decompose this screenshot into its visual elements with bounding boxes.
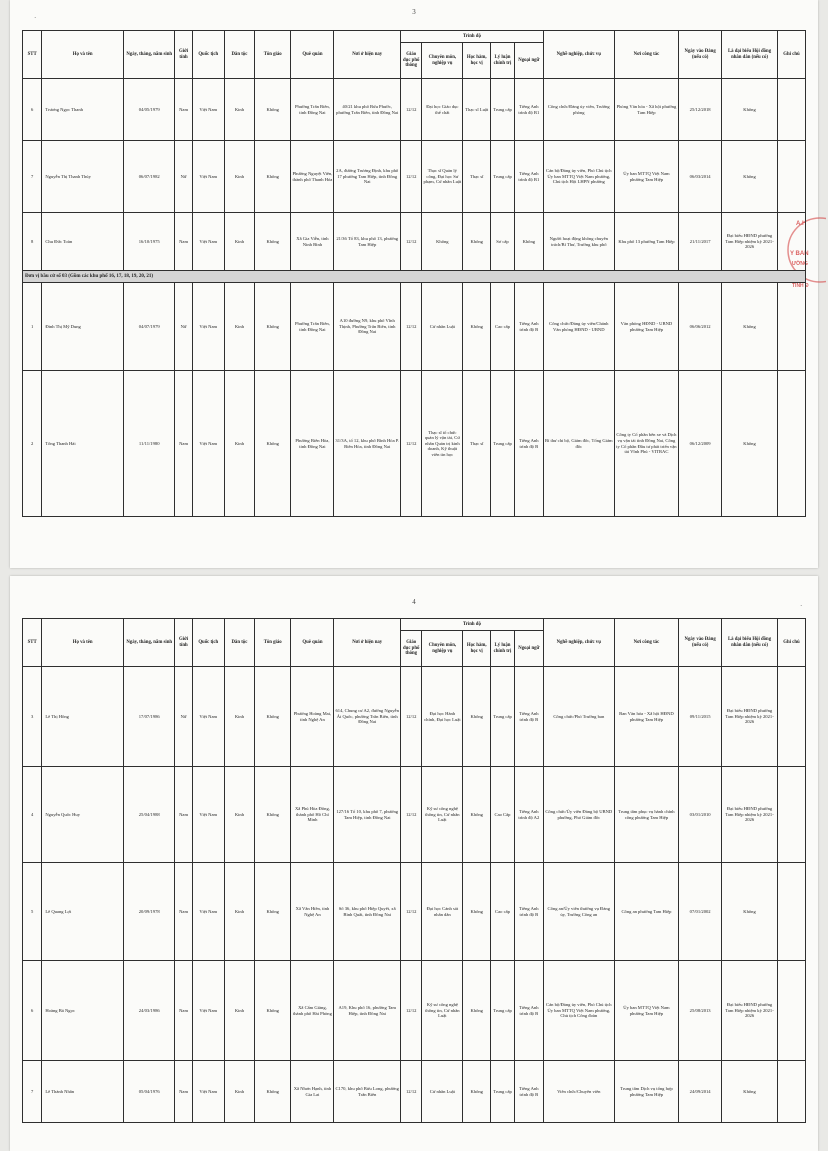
cell-name: Tống Thanh Hải <box>42 371 124 517</box>
svg-text:TỈNH Đ: TỈNH Đ <box>792 283 809 289</box>
cell-occupation: Người hoạt động không chuyên trách/Bí Thư, Trưởng khu phố <box>543 213 614 271</box>
cell-edu: 12/12 <box>400 79 421 141</box>
table-row <box>23 667 806 767</box>
page-number: 4 <box>412 598 416 606</box>
cell-occupation: Công chức/Ủy viên Đảng bộ UBND phường, Phó Giám đốc <box>543 767 614 863</box>
cell-politics: Cao cấp <box>491 863 515 961</box>
cell-council: Không <box>722 863 778 961</box>
cell-religion: Không <box>254 1061 291 1123</box>
cell-degree: Thạc sĩ Luật <box>463 79 491 141</box>
cell-residence: 31/3A, tổ 12, khu phố Bình Hòa P. Biên Hòa, tỉnh Đồng Nai <box>334 371 401 517</box>
cell-hometown: Phường Biên Hòa, tỉnh Đồng Nai <box>291 371 334 517</box>
cell-major: Thạc sĩ Quản lý công, Đại học Sư phạm, Cử nhân Luật <box>422 141 463 213</box>
header-dob: Ngày, tháng, năm sinh <box>123 31 175 79</box>
cell-note <box>777 79 805 141</box>
cell-stt: 7 <box>23 141 42 213</box>
cell-major: Kỹ sư công nghệ thông tin, Cử nhân Luật <box>422 961 463 1061</box>
table-body <box>23 667 806 1123</box>
candidate-table <box>22 30 806 517</box>
header-dob: Ngày, tháng, năm sinh <box>123 619 175 667</box>
header-workplace: Nơi công tác <box>614 31 678 79</box>
cell-ethnicity: Kinh <box>224 141 254 213</box>
cell-council: Không <box>722 141 778 213</box>
cell-hometown: Xã Nhơn Hạnh, tỉnh Gia Lai <box>291 1061 334 1123</box>
cell-name: Lê Thành Nhân <box>42 1061 124 1123</box>
cell-gender: Nam <box>175 1061 192 1123</box>
header-major: Chuyên môn, nghiệp vụ <box>422 43 463 79</box>
cell-degree: Thạc sĩ <box>463 141 491 213</box>
cell-party-date: 06/06/2012 <box>679 283 722 371</box>
cell-degree: Thạc sĩ <box>463 371 491 517</box>
cell-party-date: 03/01/2010 <box>679 767 722 863</box>
cell-gender: Nam <box>175 767 192 863</box>
cell-dob: 05/04/1976 <box>123 1061 175 1123</box>
cell-nationality: Việt Nam <box>192 1061 224 1123</box>
header-major: Chuyên môn, nghiệp vụ <box>422 631 463 667</box>
cell-council: Không <box>722 371 778 517</box>
cell-major: Kỹ sư công nghệ thông tin, Cử nhân Luật <box>422 767 463 863</box>
cell-dob: 24/03/1986 <box>123 961 175 1061</box>
cell-gender: Nam <box>175 371 192 517</box>
cell-dob: 04/07/1979 <box>123 283 175 371</box>
header-nationality: Quốc tịch <box>192 619 224 667</box>
cell-hometown: Phường Trấn Biên, tỉnh Đồng Nai <box>291 283 334 371</box>
cell-religion: Không <box>254 371 291 517</box>
cell-stt: 1 <box>23 283 42 371</box>
cell-residence: 40/21 khu phố Bửu Phước, phường Trấn Biên, tỉnh Đồng Nai <box>334 79 401 141</box>
cell-language: Tiếng Anh trình độ B <box>514 283 543 371</box>
cell-council: Đại biểu HĐND phường Tam Hiệp nhiệm kỳ 2021-2026 <box>722 961 778 1061</box>
cell-hometown: Xã Cẩm Giàng, thành phố Hải Phòng <box>291 961 334 1061</box>
corner-mark: · <box>34 14 37 22</box>
header-degree: Học hàm, học vị <box>463 43 491 79</box>
cell-edu: 12/12 <box>400 141 421 213</box>
cell-party-date: 09/11/2015 <box>679 667 722 767</box>
cell-politics: Trung cấp <box>491 667 515 767</box>
page-number: 3 <box>412 8 416 16</box>
cell-stt: 5 <box>23 863 42 961</box>
cell-dob: 04/05/1979 <box>123 79 175 141</box>
header-gender: Giới tính <box>175 619 192 667</box>
cell-degree: Không <box>463 767 491 863</box>
cell-note <box>777 283 805 371</box>
cell-nationality: Việt Nam <box>192 371 224 517</box>
header-ethnicity: Dân tộc <box>224 31 254 79</box>
table-row <box>23 141 806 213</box>
header-stt: STT <box>23 31 42 79</box>
header-stt: STT <box>23 619 42 667</box>
cell-ethnicity: Kinh <box>224 863 254 961</box>
cell-degree: Không <box>463 213 491 271</box>
cell-workplace: Khu phố 13 phường Tam Hiệp <box>614 213 678 271</box>
cell-hometown: Xã Phú Hòa Đông, thành phố Hồ Chí Minh <box>291 767 334 863</box>
cell-workplace: Ban Văn hóa - Xã hội HĐND phường Tam Hiệp <box>614 667 678 767</box>
cell-note <box>777 213 805 271</box>
table-row <box>23 283 806 371</box>
cell-degree: Không <box>463 1061 491 1123</box>
header-residence: Nơi ở hiện nay <box>334 619 401 667</box>
cell-council: Không <box>722 79 778 141</box>
cell-council: Đại biểu HĐND phường Tam Hiệp nhiệm kỳ 2021-2026 <box>722 767 778 863</box>
cell-stt: 4 <box>23 767 42 863</box>
cell-residence: C170, khu phố Bửu Long, phường Trấn Biên <box>334 1061 401 1123</box>
cell-nationality: Việt Nam <box>192 79 224 141</box>
cell-edu: 12/12 <box>400 863 421 961</box>
cell-stt: 7 <box>23 1061 42 1123</box>
header-hometown: Quê quán <box>291 31 334 79</box>
cell-edu: 12/12 <box>400 213 421 271</box>
cell-workplace: Ủy ban MTTQ Việt Nam phường Tam Hiệp <box>614 961 678 1061</box>
cell-ethnicity: Kinh <box>224 213 254 271</box>
cell-dob: 25/04/1988 <box>123 767 175 863</box>
header-party-date: Ngày vào Đảng (nếu có) <box>679 31 722 79</box>
cell-politics: Trung cấp <box>491 1061 515 1123</box>
cell-workplace: Công an phường Tam Hiệp <box>614 863 678 961</box>
cell-residence: 2A, đường Trương Định, khu phố 17 phường Tam Hiệp, tỉnh Đồng Nai <box>334 141 401 213</box>
cell-note <box>777 371 805 517</box>
cell-workplace: Trung tâm Dịch vụ tổng hợp phường Tam Hiệp <box>614 1061 678 1123</box>
cell-council: Đại biểu HĐND phường Tam Hiệp nhiệm kỳ 2021-2026 <box>722 667 778 767</box>
cell-language: Tiếng Anh trình độ B1 <box>514 79 543 141</box>
cell-name: Đinh Thị Mỹ Dung <box>42 283 124 371</box>
header-religion: Tôn giáo <box>254 619 291 667</box>
cell-edu: 12/12 <box>400 961 421 1061</box>
cell-party-date: 24/09/2014 <box>679 1061 722 1123</box>
cell-politics: Trung cấp <box>491 961 515 1061</box>
cell-dob: 16/10/1975 <box>123 213 175 271</box>
cell-stt: 6 <box>23 961 42 1061</box>
cell-degree: Không <box>463 863 491 961</box>
cell-major: Không <box>422 213 463 271</box>
cell-religion: Không <box>254 79 291 141</box>
cell-dob: 11/11/1980 <box>123 371 175 517</box>
header-note: Ghi chú <box>777 619 805 667</box>
cell-workplace: Phòng Văn hóa - Xã hội phường Tam Hiệp <box>614 79 678 141</box>
cell-politics: Sơ cấp <box>491 213 515 271</box>
cell-politics: Cao cấp <box>491 283 515 371</box>
cell-edu: 12/12 <box>400 1061 421 1123</box>
header-trinh-do: Trình độ <box>400 619 543 631</box>
cell-ethnicity: Kinh <box>224 79 254 141</box>
cell-degree: Không <box>463 961 491 1061</box>
cell-nationality: Việt Nam <box>192 141 224 213</box>
cell-stt: 8 <box>23 213 42 271</box>
cell-gender: Nữ <box>175 283 192 371</box>
cell-note <box>777 863 805 961</box>
header-politics: Lý luận chính trị <box>491 43 515 79</box>
cell-gender: Nữ <box>175 667 192 767</box>
cell-hometown: Xã Gia Viễn, tỉnh Ninh Bình <box>291 213 334 271</box>
table-row <box>23 213 806 271</box>
cell-religion: Không <box>254 767 291 863</box>
cell-religion: Không <box>254 141 291 213</box>
header-gender: Giới tính <box>175 31 192 79</box>
header-residence: Nơi ở hiện nay <box>334 31 401 79</box>
cell-workplace: Công ty Cổ phần bến xe và Dịch vụ vận tải tỉnh Đồng Nai, Công ty Cổ phần Đầu tư phát triển vận tải Vĩnh Phú - VITRAC <box>614 371 678 517</box>
cell-major: Thạc sĩ tổ chức quản lý vận tải, Cử nhân Quản trị kinh doanh, Kỹ thuật viên tin học <box>422 371 463 517</box>
cell-gender: Nam <box>175 213 192 271</box>
cell-language: Không <box>514 213 543 271</box>
cell-party-date: 21/11/2017 <box>679 213 722 271</box>
cell-degree: Không <box>463 283 491 371</box>
header-edu: Giáo dục phổ thông <box>400 631 421 667</box>
cell-occupation: Viên chức/Chuyên viên <box>543 1061 614 1123</box>
header-language: Ngoại ngữ <box>514 631 543 667</box>
table-row <box>23 863 806 961</box>
header-occupation: Nghề nghiệp, chức vụ <box>543 31 614 79</box>
cell-degree: Không <box>463 667 491 767</box>
cell-nationality: Việt Nam <box>192 961 224 1061</box>
cell-language: Tiếng Anh trình độ B <box>514 1061 543 1123</box>
cell-name: Hoàng Bá Ngọc <box>42 961 124 1061</box>
header-politics: Lý luận chính trị <box>491 631 515 667</box>
header-degree: Học hàm, học vị <box>463 631 491 667</box>
cell-language: Tiếng Anh trình độ B <box>514 371 543 517</box>
cell-stt: 2 <box>23 371 42 517</box>
cell-workplace: Văn phòng HĐND - UBND phường Tam Hiệp <box>614 283 678 371</box>
cell-note <box>777 767 805 863</box>
cell-residence: 614, Chung cư A2, đường Nguyễn Ái Quốc, phường Trấn Biên, tỉnh Đồng Nai <box>334 667 401 767</box>
header-name: Họ và tên <box>42 619 124 667</box>
cell-gender: Nam <box>175 961 192 1061</box>
cell-gender: Nam <box>175 79 192 141</box>
header-ethnicity: Dân tộc <box>224 619 254 667</box>
cell-hometown: Xã Vân Hiền, tỉnh Nghệ An <box>291 863 334 961</box>
cell-hometown: Phường Hoàng Mai, tỉnh Nghệ An <box>291 667 334 767</box>
cell-workplace: Trung tâm phục vụ hành chính công phường Tam Hiệp <box>614 767 678 863</box>
header-council: Là đại biểu Hội đồng nhân dân (nếu có) <box>722 31 778 79</box>
cell-party-date: 07/01/2002 <box>679 863 722 961</box>
cell-religion: Không <box>254 667 291 767</box>
cell-edu: 12/12 <box>400 371 421 517</box>
cell-note <box>777 141 805 213</box>
cell-edu: 12/12 <box>400 667 421 767</box>
cell-politics: Trung cấp <box>491 79 515 141</box>
cell-stt: 6 <box>23 79 42 141</box>
cell-language: Tiếng Anh trình độ B <box>514 863 543 961</box>
cell-religion: Không <box>254 961 291 1061</box>
cell-dob: 20/09/1978 <box>123 863 175 961</box>
cell-religion: Không <box>254 863 291 961</box>
cell-party-date: 25/08/2013 <box>679 961 722 1061</box>
cell-religion: Không <box>254 283 291 371</box>
cell-politics: Trung cấp <box>491 371 515 517</box>
cell-occupation: Cán bộ/Đảng ủy viên, Phó Chủ tịch Ủy ban MTTQ Việt Nam phường, Chủ tịch Hội LHPN phường <box>543 141 614 213</box>
cell-residence: 127/16 Tổ 10, khu phố 7, phường Tam Hiệp, tỉnh Đồng Nai <box>334 767 401 863</box>
svg-text:ƯỜNG: ƯỜNG <box>792 261 808 267</box>
header-hometown: Quê quán <box>291 619 334 667</box>
cell-language: Tiếng Anh trình độ B <box>514 667 543 767</box>
cell-residence: A19, Khu phố 16, phường Tam Hiệp, tỉnh Đồng Nai <box>334 961 401 1061</box>
cell-edu: 12/12 <box>400 283 421 371</box>
cell-ethnicity: Kinh <box>224 667 254 767</box>
cell-gender: Nữ <box>175 141 192 213</box>
cell-party-date: 06/03/2014 <box>679 141 722 213</box>
header-religion: Tôn giáo <box>254 31 291 79</box>
header-workplace: Nơi công tác <box>614 619 678 667</box>
cell-major: Cử nhân Luật <box>422 1061 463 1123</box>
cell-dob: 17/07/1986 <box>123 667 175 767</box>
table-row <box>23 1061 806 1123</box>
cell-religion: Không <box>254 213 291 271</box>
cell-occupation: Công chức/Đảng ủy viên/Chánh Văn phòng HĐND - UBND <box>543 283 614 371</box>
cell-council: Không <box>722 283 778 371</box>
cell-occupation: Bí thư chi bộ, Giám đốc, Tổng Giám đốc <box>543 371 614 517</box>
cell-nationality: Việt Nam <box>192 667 224 767</box>
cell-name: Nguyễn Thị Thanh Thúy <box>42 141 124 213</box>
cell-note <box>777 667 805 767</box>
cell-ethnicity: Kinh <box>224 961 254 1061</box>
cell-ethnicity: Kinh <box>224 371 254 517</box>
table-row <box>23 961 806 1061</box>
cell-major: Cử nhân Luật <box>422 283 463 371</box>
cell-politics: Cao Cấp <box>491 767 515 863</box>
cell-council: Đại biểu HĐND phường Tam Hiệp nhiệm kỳ 2021-2026 <box>722 213 778 271</box>
cell-nationality: Việt Nam <box>192 213 224 271</box>
cell-language: Tiếng Anh trình độ A2 <box>514 767 543 863</box>
cell-workplace: Ủy ban MTTQ Việt Nam phường Tam Hiệp <box>614 141 678 213</box>
cell-nationality: Việt Nam <box>192 767 224 863</box>
document-page-3 <box>10 0 818 568</box>
cell-occupation: Công an/Ủy viên thường vụ Đảng ủy, Trưởng Công an <box>543 863 614 961</box>
header-trinh-do: Trình độ <box>400 31 543 43</box>
cell-ethnicity: Kinh <box>224 1061 254 1123</box>
cell-name: Lê Quang Lợi <box>42 863 124 961</box>
cell-nationality: Việt Nam <box>192 863 224 961</box>
cell-occupation: Công chức/Đảng ủy viên, Trưởng phòng <box>543 79 614 141</box>
svg-text:A.H: A.H <box>796 221 807 227</box>
cell-dob: 06/07/1982 <box>123 141 175 213</box>
cell-name: Chu Đức Toàn <box>42 213 124 271</box>
header-occupation: Nghề nghiệp, chức vụ <box>543 619 614 667</box>
cell-party-date: 25/12/2018 <box>679 79 722 141</box>
header-language: Ngoại ngữ <box>514 43 543 79</box>
cell-residence: A10 đường N9, khu phố Vĩnh Thịnh, Phường Trấn Biên, tỉnh Đồng Nai <box>334 283 401 371</box>
cell-major: Đại học Giáo dục thể chất <box>422 79 463 141</box>
cell-major: Đại học Cảnh sát nhân dân <box>422 863 463 961</box>
cell-occupation: Công chức/Phó Trưởng ban <box>543 667 614 767</box>
header-nationality: Quốc tịch <box>192 31 224 79</box>
cell-politics: Trung cấp <box>491 141 515 213</box>
table-row <box>23 79 806 141</box>
table-body <box>23 79 806 517</box>
document-page-4 <box>10 576 818 1151</box>
cell-major: Đại học Hành chính, Đại học Luật <box>422 667 463 767</box>
cell-residence: 21/36 Tổ 83, khu phố 13, phường Tam Hiệp <box>334 213 401 271</box>
cell-name: Lê Thị Hồng <box>42 667 124 767</box>
cell-residence: Số 36, khu phố Hiệp Quyết, xã Bình Quất, tỉnh Đồng Nai <box>334 863 401 961</box>
cell-note <box>777 1061 805 1123</box>
cell-council: Không <box>722 1061 778 1123</box>
cell-name: Trương Ngọc Thanh <box>42 79 124 141</box>
cell-gender: Nam <box>175 863 192 961</box>
cell-language: Tiếng Anh trình độ B1 <box>514 141 543 213</box>
table-row <box>23 371 806 517</box>
group-row <box>23 271 806 283</box>
header-edu: Giáo dục phổ thông <box>400 43 421 79</box>
cell-party-date: 06/12/2009 <box>679 371 722 517</box>
cell-ethnicity: Kinh <box>224 767 254 863</box>
header-name: Họ và tên <box>42 31 124 79</box>
cell-stt: 3 <box>23 667 42 767</box>
cell-nationality: Việt Nam <box>192 283 224 371</box>
cell-occupation: Cán bộ/Đảng ủy viên, Phó Chủ tịch Ủy ban MTTQ Việt Nam phường, Chủ tịch Công đoàn <box>543 961 614 1061</box>
candidate-table <box>22 618 806 1123</box>
cell-note <box>777 961 805 1061</box>
header-council: Là đại biểu Hội đồng nhân dân (nếu có) <box>722 619 778 667</box>
cell-ethnicity: Kinh <box>224 283 254 371</box>
corner-mark: · <box>800 602 803 610</box>
cell-hometown: Phường Trấn Biên, tỉnh Đồng Nai <box>291 79 334 141</box>
table-row <box>23 767 806 863</box>
cell-name: Nguyễn Quốc Huy <box>42 767 124 863</box>
header-party-date: Ngày vào Đảng (nếu có) <box>679 619 722 667</box>
cell-language: Tiếng Anh trình độ B <box>514 961 543 1061</box>
cell-edu: 12/12 <box>400 767 421 863</box>
group-row-label: Đơn vị bầu cử số 03 (Gồm các khu phố 16, 17, 18, 19, 20, 21) <box>23 271 806 283</box>
svg-text:Y BAN: Y BAN <box>790 251 809 257</box>
cell-hometown: Phường Nguyệt Viên, thành phố Thanh Hóa <box>291 141 334 213</box>
header-note: Ghi chú <box>777 31 805 79</box>
